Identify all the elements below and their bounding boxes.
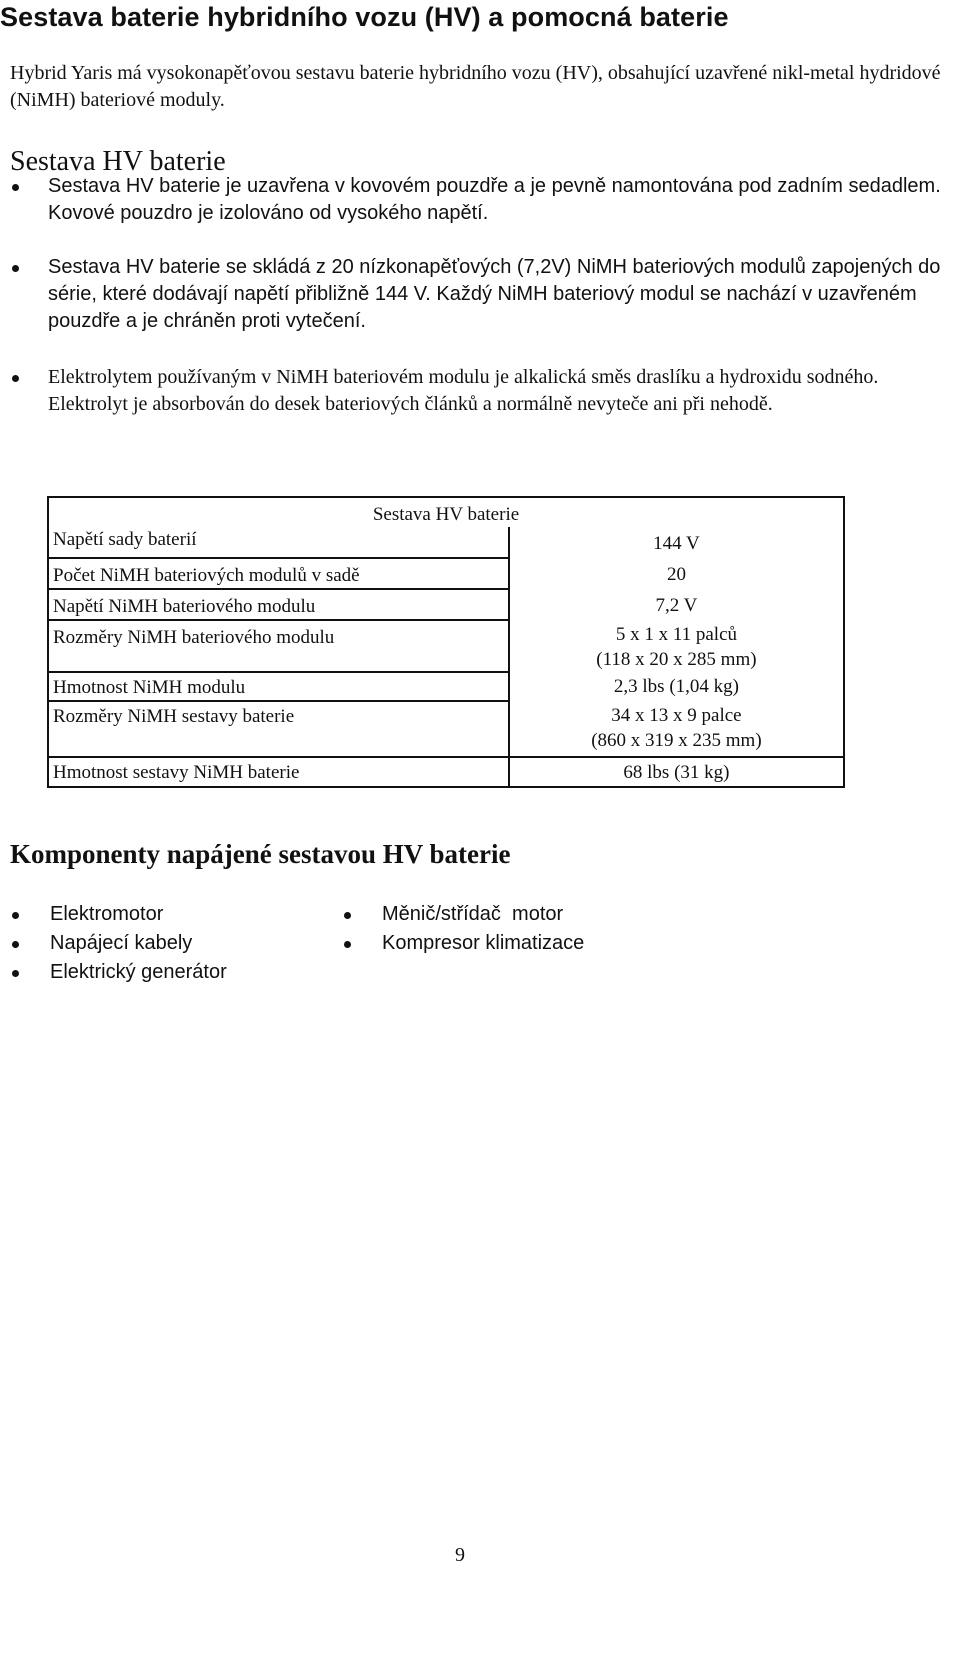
table-cell-label: Rozměry NiMH sestavy baterie — [48, 701, 509, 757]
section-title-hv-battery: Sestava HV baterie — [10, 146, 226, 177]
list-item-text: Napájecí kabely — [50, 932, 193, 954]
bullet-text: Elektrolytem používaným v NiMH bateriovém modulu je alkalická směs draslíku a hydroxidu sodného. Elektrolyt je absorbován do desek bateriových článků a normálně nevyteče ani při nehodě. — [48, 366, 879, 415]
hv-battery-spec-table — [47, 496, 845, 788]
bullet-icon — [12, 941, 19, 948]
list-item — [382, 900, 584, 929]
list-item — [50, 900, 227, 929]
page-number: 9 — [455, 1544, 465, 1566]
intro-paragraph: Hybrid Yaris má vysokonapěťovou sestavu baterie hybridního vozu (HV), obsahující uzavřené nikl-metal hydridové (NiMH) bateriové moduly. — [10, 62, 941, 111]
bullet-icon — [12, 265, 19, 272]
table-cell-value: 7,2 V — [509, 589, 844, 620]
table-cell-value — [509, 620, 844, 672]
bullet-text: Sestava HV baterie se skládá z 20 nízkonapěťových (7,2V) NiMH bateriových modulů zapojených do série, které dodávají napětí přibližně 144 V. Každý NiMH bateriový modul se nachází v uzavřeném pouzdře a je chráněn proti vytečení. — [48, 256, 941, 332]
table-cell-value: 144 V — [509, 527, 844, 558]
table-cell-label: Hmotnost sestavy NiMH baterie — [48, 757, 509, 787]
table-cell-label: Napětí NiMH bateriového modulu — [48, 589, 509, 620]
table-cell-value: 20 — [509, 558, 844, 589]
value-line: (118 x 20 x 285 mm) — [596, 649, 757, 670]
bullet-icon — [344, 941, 351, 948]
bullet-icon — [12, 912, 19, 919]
bullet-text: Sestava HV baterie je uzavřena v kovovém pouzdře a je pevně namontována pod zadním sedadlem. Kovové pouzdro je izolováno od vysokého napětí. — [48, 175, 941, 224]
list-item — [48, 364, 948, 418]
list-item — [48, 254, 948, 335]
page-title: Sestava baterie hybridního vozu (HV) a pomocná baterie — [0, 2, 729, 32]
components-list-right — [382, 900, 584, 958]
section-title-components: Komponenty napájené sestavou HV baterie — [10, 839, 511, 869]
table-caption: Sestava HV baterie — [48, 497, 844, 527]
table-cell-value: 68 lbs (31 kg) — [509, 757, 844, 787]
value-line: 5 x 1 x 11 palců — [615, 624, 738, 645]
value-line: (860 x 319 x 235 mm) — [591, 730, 762, 751]
table-cell-label: Počet NiMH bateriových modulů v sadě — [48, 558, 509, 589]
list-item-text: Elektrický generátor — [50, 961, 227, 983]
list-item — [50, 958, 227, 987]
components-list-left — [50, 900, 227, 987]
table-cell-label: Hmotnost NiMH modulu — [48, 672, 509, 701]
value-line: 34 x 13 x 9 palce — [611, 705, 742, 726]
table-cell-label: Napětí sady baterií — [48, 527, 509, 558]
table-cell-value: 2,3 lbs (1,04 kg) — [509, 672, 844, 701]
bullet-icon — [12, 184, 19, 191]
table-cell-label: Rozměry NiMH bateriového modulu — [48, 620, 509, 672]
bullet-icon — [12, 970, 19, 977]
list-item-text: Elektromotor — [50, 903, 164, 925]
list-item — [382, 929, 584, 958]
bullet-icon — [344, 912, 351, 919]
list-item — [48, 173, 948, 227]
bullet-icon — [12, 375, 19, 382]
list-item — [50, 929, 227, 958]
list-item-text: Měnič/střídač motor — [382, 903, 564, 925]
table-cell-value — [509, 701, 844, 757]
list-item-text: Kompresor klimatizace — [382, 932, 585, 954]
